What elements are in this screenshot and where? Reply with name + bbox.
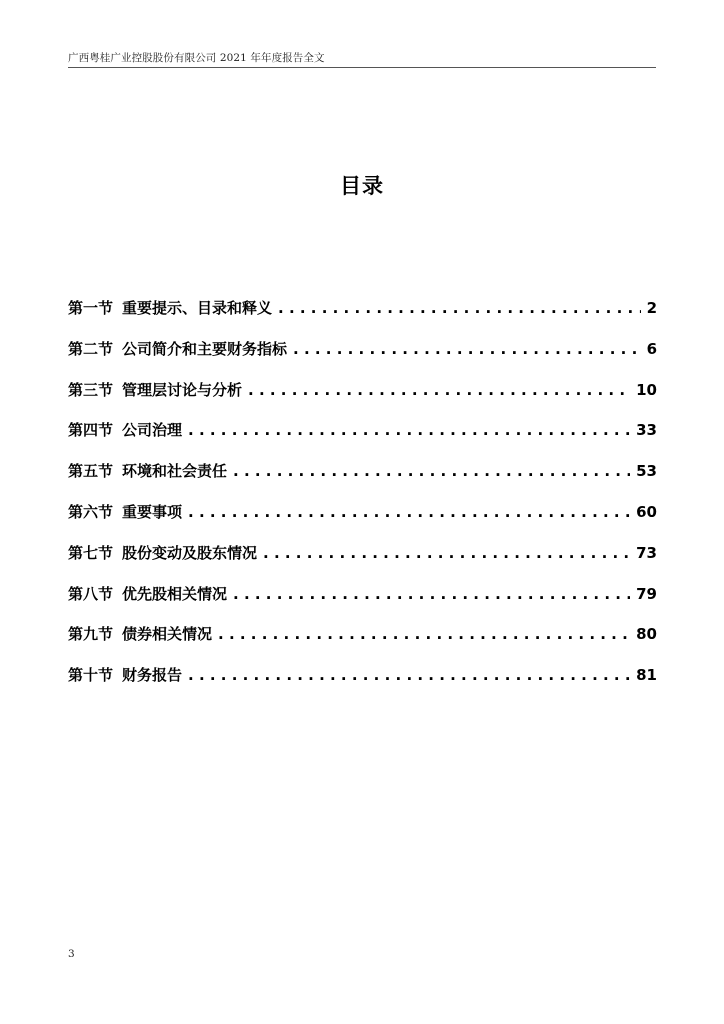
page-title: 目录 <box>340 174 384 198</box>
toc-entry-10[interactable] <box>68 664 657 705</box>
table-of-contents <box>68 297 657 705</box>
toc-entry-title: 债券相关情况 <box>122 625 213 644</box>
toc-entry-3[interactable] <box>68 379 657 420</box>
toc-section-label: 第二节 <box>68 339 114 358</box>
toc-page-number: 2 <box>646 299 657 317</box>
toc-section-label: 第六节 <box>68 502 114 521</box>
toc-section-label: 第九节 <box>68 625 114 644</box>
toc-entry-4[interactable] <box>68 419 657 460</box>
toc-entry-8[interactable] <box>68 583 657 624</box>
toc-dot-leader <box>293 340 641 358</box>
toc-dot-leader <box>278 299 641 317</box>
toc-entry-6[interactable] <box>68 501 657 542</box>
toc-entry-7[interactable] <box>68 542 657 583</box>
toc-section-label: 第十节 <box>68 666 114 685</box>
toc-page-number: 6 <box>646 339 657 358</box>
toc-page-number: 60 <box>636 502 657 521</box>
toc-page-number: 73 <box>636 543 657 562</box>
toc-entry-title: 公司治理 <box>122 421 183 440</box>
toc-section-label: 第一节 <box>68 299 114 317</box>
toc-page-number: 33 <box>636 421 657 440</box>
toc-entry-title: 重要事项 <box>122 502 183 521</box>
toc-section-label: 第八节 <box>68 584 114 603</box>
toc-dot-leader <box>233 585 630 603</box>
toc-entry-1[interactable] <box>68 297 657 338</box>
toc-dot-leader <box>188 503 630 521</box>
toc-entry-title: 优先股相关情况 <box>122 584 228 603</box>
toc-entry-5[interactable] <box>68 460 657 501</box>
running-header: 广西粤桂广业控股股份有限公司 2021 年年度报告全文 <box>68 52 325 64</box>
toc-entry-title: 财务报告 <box>122 666 183 685</box>
toc-entry-9[interactable] <box>68 623 657 664</box>
toc-entry-title: 重要提示、目录和释义 <box>122 299 273 317</box>
toc-section-label: 第三节 <box>68 380 114 399</box>
toc-page-number: 79 <box>636 584 657 603</box>
toc-dot-leader <box>263 544 630 562</box>
page-number: 3 <box>68 948 75 960</box>
toc-section-label: 第五节 <box>68 462 114 481</box>
toc-page-number: 80 <box>636 625 657 644</box>
header-divider <box>68 67 656 68</box>
toc-page-number: 10 <box>636 380 657 399</box>
toc-dot-leader <box>248 381 630 399</box>
toc-section-label: 第七节 <box>68 543 114 562</box>
toc-entry-title: 管理层讨论与分析 <box>122 380 243 399</box>
toc-dot-leader <box>188 421 630 439</box>
toc-page-number: 81 <box>636 666 657 685</box>
toc-entry-title: 环境和社会责任 <box>122 462 228 481</box>
toc-dot-leader <box>233 462 630 480</box>
toc-entry-title: 股份变动及股东情况 <box>122 543 258 562</box>
toc-dot-leader <box>188 666 630 684</box>
toc-page-number: 53 <box>636 462 657 481</box>
toc-section-label: 第四节 <box>68 421 114 440</box>
toc-dot-leader <box>218 625 630 643</box>
toc-entry-title: 公司简介和主要财务指标 <box>122 339 288 358</box>
toc-entry-2[interactable] <box>68 338 657 379</box>
